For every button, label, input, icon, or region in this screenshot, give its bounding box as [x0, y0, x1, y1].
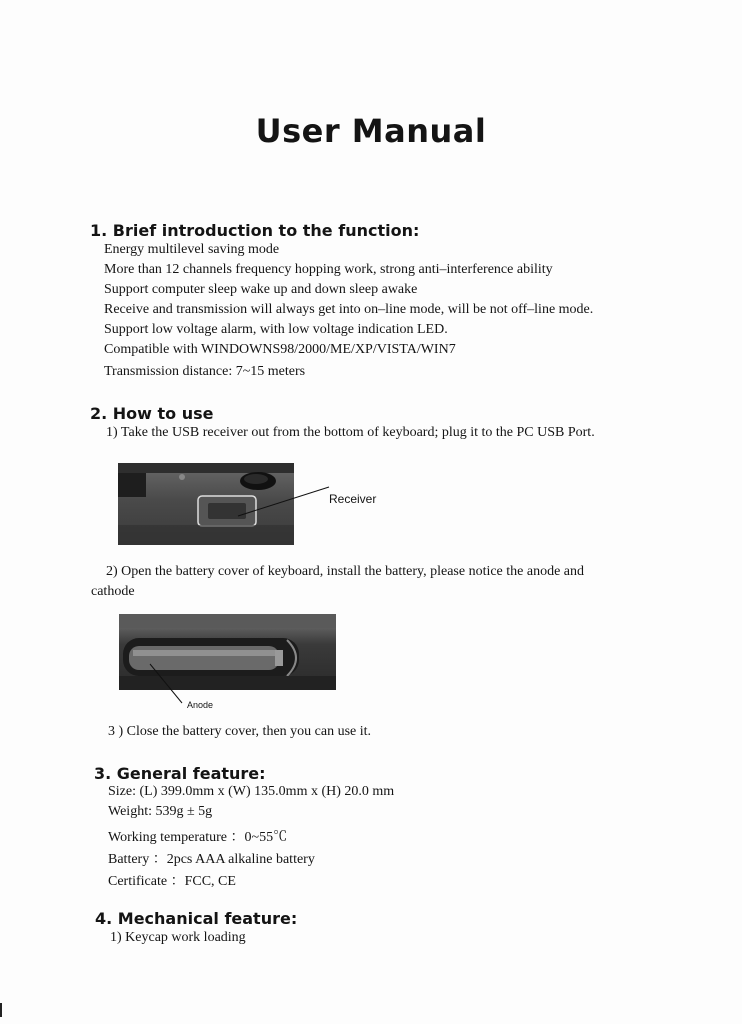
feature-line: More than 12 channels frequency hopping work, strong anti–interference ability: [104, 262, 553, 277]
battery-compartment-photo: [119, 614, 336, 690]
spec-line: Certificate ：FCC, CE: [108, 874, 236, 889]
feature-line: Receive and transmission will always get into on–line mode, will be not off–line mode.: [104, 302, 594, 317]
feature-line: Energy multilevel saving mode: [104, 242, 280, 257]
receiver-caption: Receiver: [329, 492, 377, 506]
mechanical-line: 1) Keycap work loading: [110, 930, 246, 945]
step-2: 2) Open the battery cover of keyboard, install the battery, please notice the anode and: [106, 564, 585, 579]
step-2-continued: cathode: [91, 584, 135, 599]
section-2-heading: 2. How to use: [90, 404, 214, 423]
section-3-heading: 3. General feature:: [94, 764, 266, 783]
spec-line: Battery ：2pcs AAA alkaline battery: [108, 852, 315, 867]
spec-line: Size: (L) 399.0mm x (W) 135.0mm x (H) 20.0 mm: [108, 784, 395, 799]
anode-caption: Anode: [187, 700, 214, 710]
step-1: 1) Take the USB receiver out from the bottom of keyboard; plug it to the PC USB Port.: [106, 425, 595, 440]
section-1-heading: 1. Brief introduction to the function:: [90, 221, 420, 240]
usb-receiver-photo: [118, 463, 294, 545]
feature-line: Support low voltage alarm, with low voltage indication LED.: [104, 322, 448, 337]
feature-line: Compatible with WINDOWNS98/2000/ME/XP/VISTA/WIN7: [104, 342, 456, 357]
spec-line: Working temperature ：0~55℃: [108, 830, 288, 845]
step-3: 3 ) Close the battery cover, then you can use it.: [108, 724, 372, 739]
spec-line: Weight: 539g ± 5g: [108, 804, 213, 819]
feature-line: Transmission distance: 7~15 meters: [104, 364, 306, 379]
page-title: User Manual: [255, 112, 487, 150]
feature-line: Support computer sleep wake up and down sleep awake: [104, 282, 418, 297]
section-4-heading: 4. Mechanical feature:: [95, 909, 298, 928]
scan-edge-mark: [0, 1003, 2, 1017]
